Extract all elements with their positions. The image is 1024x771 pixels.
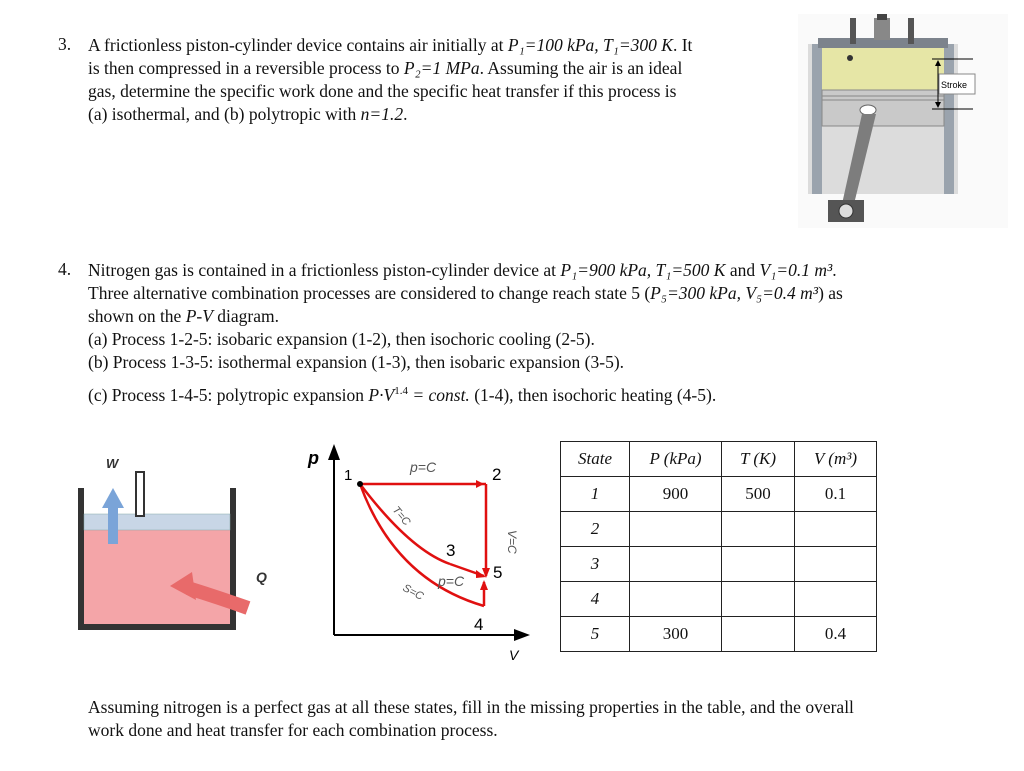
state-4-label: 4 [474, 615, 484, 634]
table-row [561, 617, 877, 652]
state-1-label: 1 [344, 467, 353, 484]
table-cell: 0.4 [795, 617, 877, 652]
state-2-label: 2 [492, 465, 502, 484]
problem-4-number: 4. [58, 259, 72, 279]
piston-engine-figure [798, 14, 1008, 228]
state-5-label: 5 [493, 563, 503, 582]
table-header-row [561, 442, 877, 477]
table-row [561, 477, 877, 512]
header-state: State [561, 442, 630, 477]
table-cell: 0.1 [795, 477, 877, 512]
q-label: Q [256, 569, 267, 585]
problem-3-number: 3. [58, 34, 72, 54]
table-cell: 3 [561, 547, 630, 582]
header-volume: V (m³) [795, 442, 877, 477]
table-cell [795, 547, 877, 582]
table-cell: 5 [561, 617, 630, 652]
problem-4-line-1: Nitrogen gas is contained in a frictionless piston-cylinder device at P₁=900 kPa, T₁=500 K and V₁=0.1 m³. [88, 260, 837, 280]
table-row [561, 547, 877, 582]
table-cell [630, 582, 722, 617]
v-axis-label: V [509, 647, 519, 663]
table-cell [722, 547, 795, 582]
table-cell [795, 582, 877, 617]
pc-top-label: p=C [410, 459, 437, 475]
problem-3-text [88, 34, 788, 126]
tc-label: T=C [389, 504, 413, 529]
table-cell [722, 512, 795, 547]
table-cell [630, 512, 722, 547]
pv-diagram [300, 440, 540, 665]
problem-3-line-1: A frictionless piston-cylinder device contains air initially at P₁=100 kPa, T₁=300 K. It [88, 35, 693, 55]
table-cell: 1 [561, 477, 630, 512]
closing-line-1: Assuming nitrogen is a perfect gas at all these states, fill in the missing properties in the table, and the overall [88, 697, 854, 717]
pc-mid-label: p=C [438, 573, 465, 589]
table-row [561, 582, 877, 617]
closing-line-2: work done and heat transfer for each combination process. [88, 720, 498, 740]
problem-4-text [88, 259, 988, 407]
w-label: W [106, 456, 119, 471]
problem-3-line-3: gas, determine the specific work done and the specific heat transfer if this process is [88, 81, 677, 101]
table-cell: 4 [561, 582, 630, 617]
problem-3-line-4: (a) isothermal, and (b) polytropic with n=1.2. [88, 104, 408, 124]
properties-table [560, 441, 877, 652]
table-row [561, 512, 877, 547]
option-b: (b) Process 1-3-5: isothermal expansion (1-3), then isobaric expansion (3-5). [88, 352, 625, 372]
vc-label: V=C [505, 530, 519, 554]
problem-4-line-2: Three alternative combination processes are considered to change reach state 5 (P₅=300 kPa, V₅=0.4 m³) as [88, 283, 843, 303]
sc-label: S=C [400, 582, 426, 603]
problem-3-line-2: is then compressed in a reversible process to P₂=1 MPa. Assuming the air is an ideal [88, 58, 683, 78]
table-cell: 500 [722, 477, 795, 512]
p-axis-label: p [308, 448, 319, 468]
table-cell: 900 [630, 477, 722, 512]
header-temperature: T (K) [722, 442, 795, 477]
problem-4-line-3: shown on the P-V diagram. [88, 306, 280, 326]
closing-text [88, 696, 988, 742]
stroke-label: Stroke [941, 80, 968, 90]
cylinder-figure [70, 448, 300, 648]
table-cell [630, 547, 722, 582]
state-3-label: 3 [446, 541, 456, 560]
option-c: (c) Process 1-4-5: polytropic expansion $P\cdot V^{1.4}$ = const. (1-4), then isochoric heating (4-5). [88, 384, 717, 405]
option-a: (a) Process 1-2-5: isobaric expansion (1-2), then isochoric cooling (2-5). [88, 329, 595, 349]
table-cell [722, 582, 795, 617]
header-pressure: P (kPa) [630, 442, 722, 477]
table-cell [722, 617, 795, 652]
table-cell: 300 [630, 617, 722, 652]
table-cell [795, 512, 877, 547]
table-cell: 2 [561, 512, 630, 547]
